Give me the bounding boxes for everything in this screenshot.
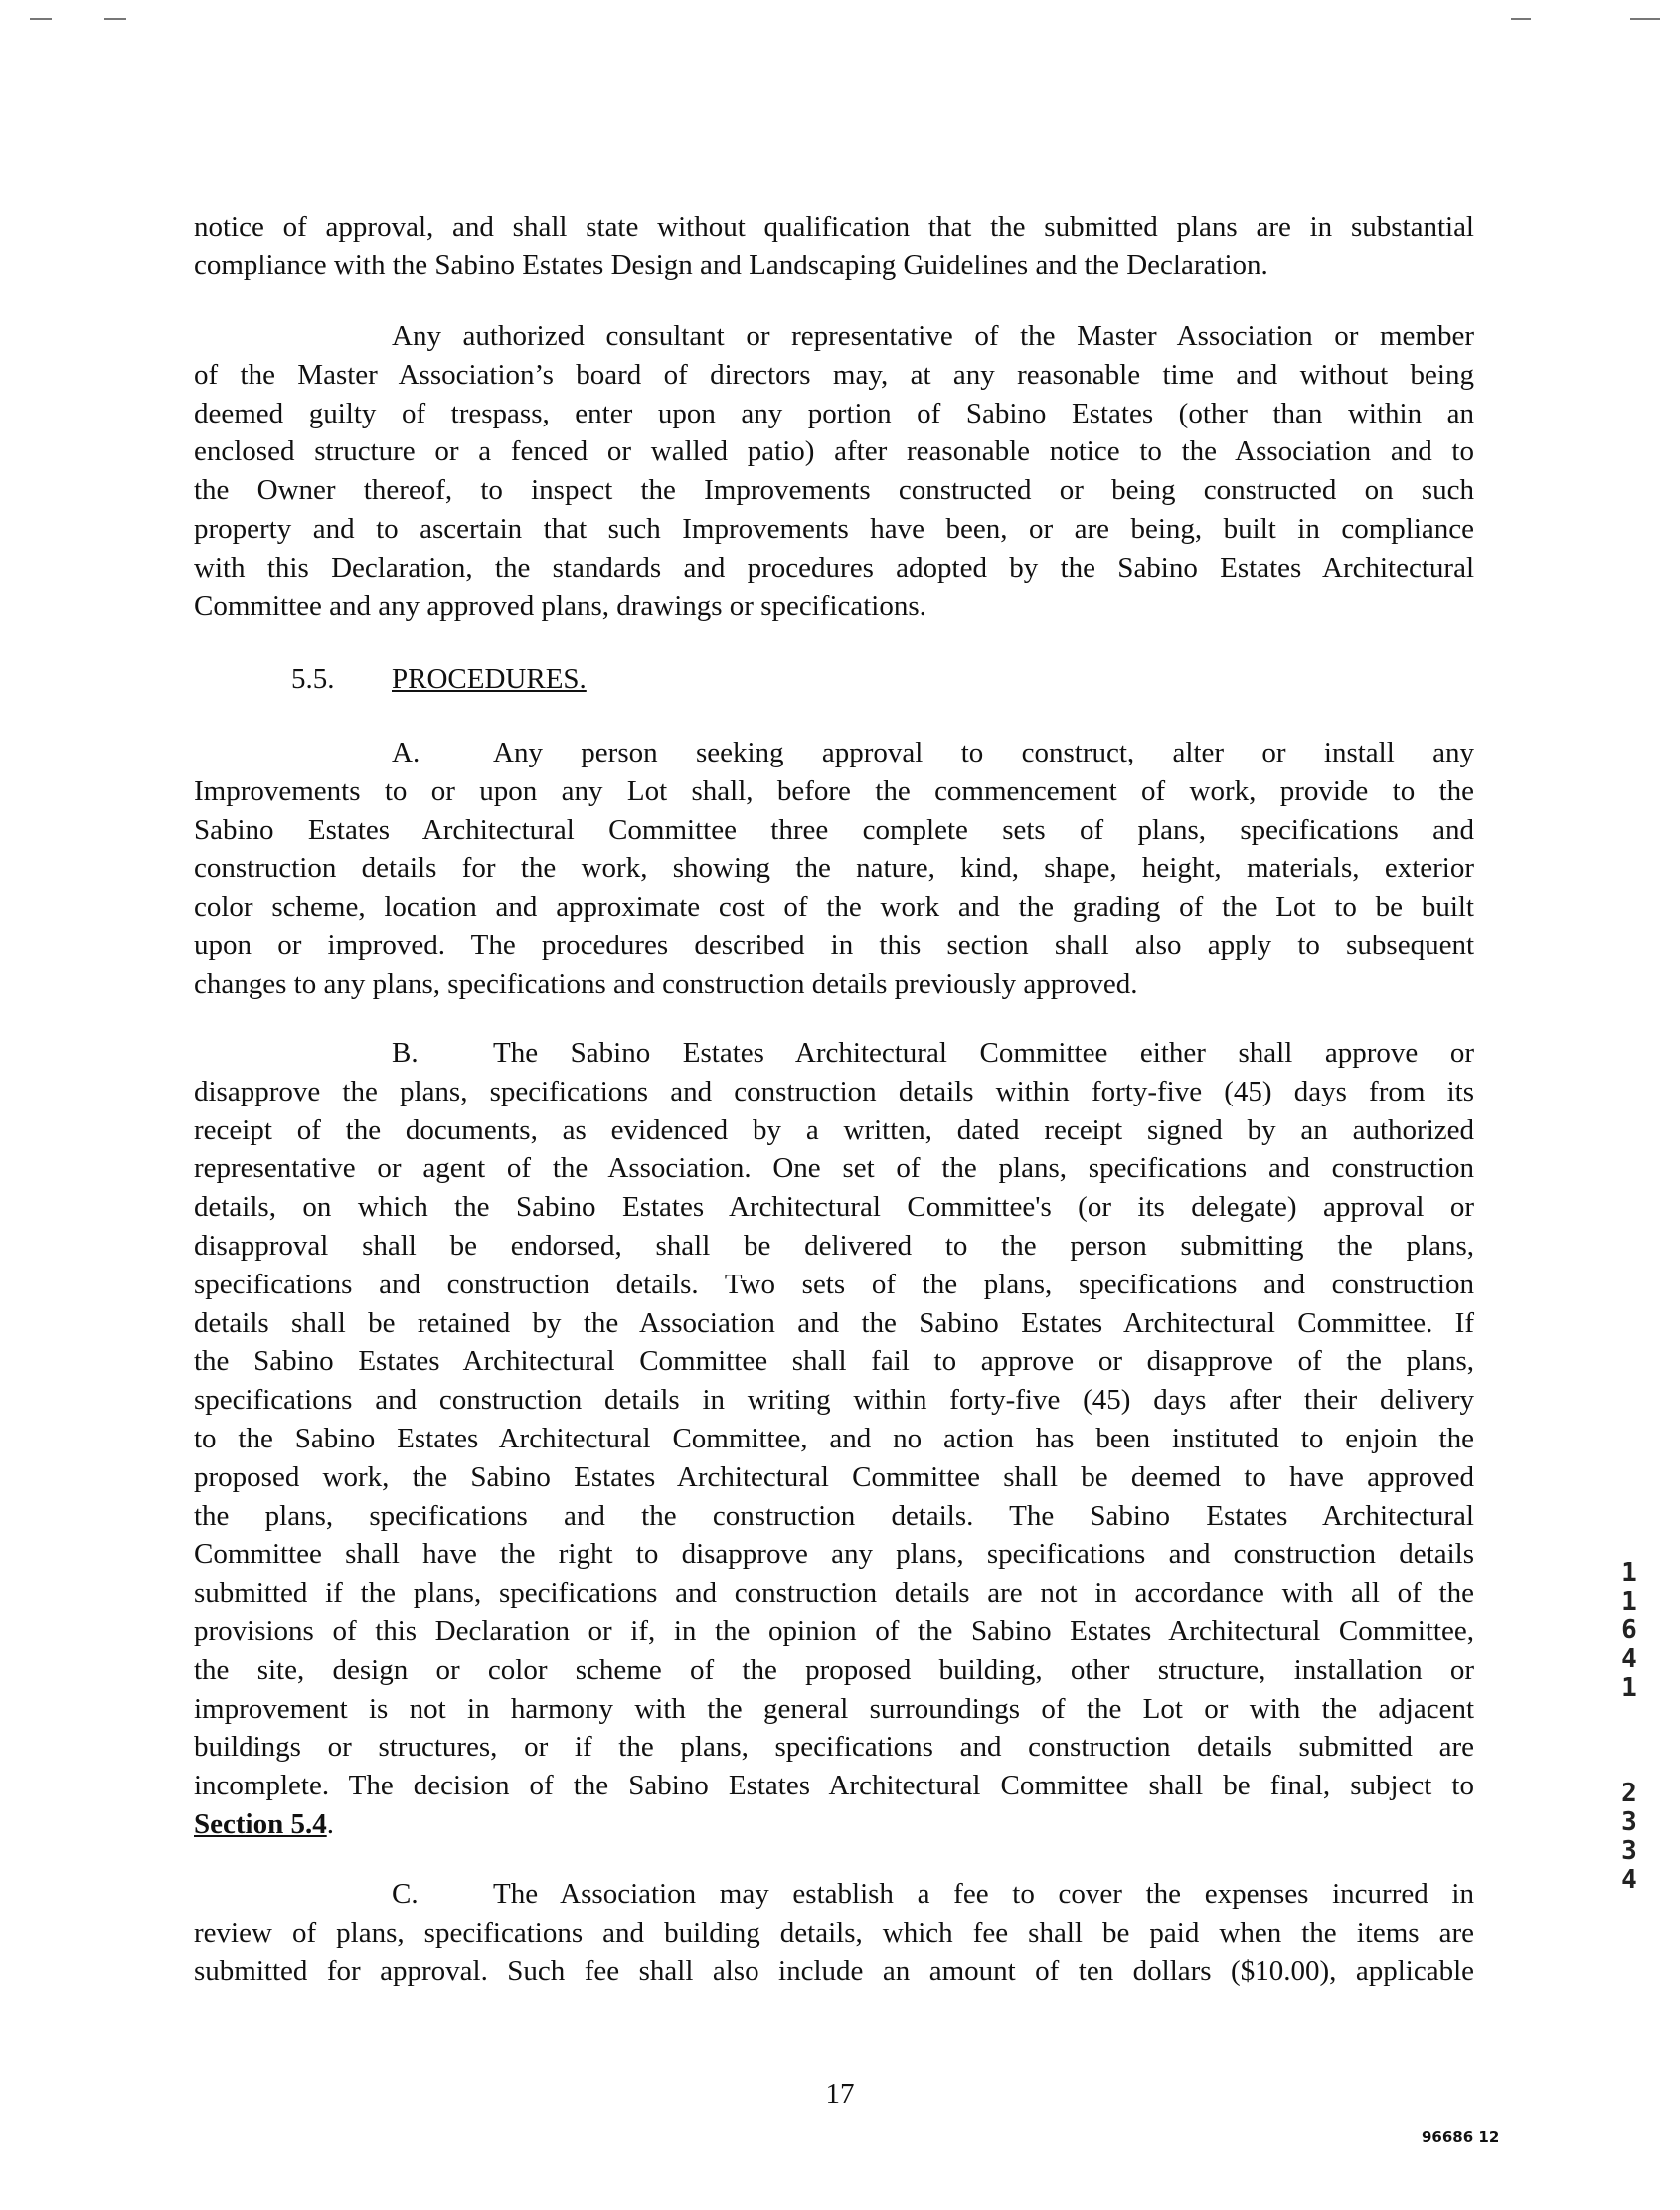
text-line: details, on which the Sabino Estates Architectural Committee's (or its delegate) approval or xyxy=(194,1191,1474,1224)
text-line: changes to any plans, specifications and construction details previously approved. xyxy=(194,967,1138,1000)
text-line: deemed guilty of trespass, enter upon any portion of Sabino Estates (other than within an xyxy=(194,397,1474,429)
text-line: of the Master Association’s board of directors may, at any reasonable time and without being xyxy=(194,358,1474,391)
paragraph-label: B. xyxy=(392,1037,419,1069)
stamp-digit: 2 xyxy=(1621,1779,1637,1808)
scan-mark xyxy=(1511,18,1531,20)
paragraph-approval-notice xyxy=(194,208,1474,285)
text-line: Any authorized consultant or representative of the Master Association or member xyxy=(392,320,1474,352)
text-line: specifications and construction details in writing within forty-five (45) days after their delivery xyxy=(194,1384,1474,1417)
side-stamp-top xyxy=(1618,1559,1640,1703)
text-line: receipt of the documents, as evidenced by a written, dated receipt signed by an authorized xyxy=(194,1113,1474,1146)
stamp-digit: 3 xyxy=(1621,1836,1637,1866)
text-line: submitted if the plans, specifications and construction details are not in accordance with all of the xyxy=(194,1577,1474,1610)
stamp-digit: 6 xyxy=(1621,1615,1637,1645)
text-line: representative or agent of the Association. One set of the plans, specifications and construction xyxy=(194,1152,1474,1185)
text-line: notice of approval, and shall state without qualification that the submitted plans are in substantial xyxy=(194,211,1474,243)
text-line: enclosed structure or a fenced or walled patio) after reasonable notice to the Association and to xyxy=(194,435,1474,468)
text-line: disapprove the plans, specifications and construction details within forty-five (45) days from its xyxy=(194,1075,1474,1107)
text-line: The Sabino Estates Architectural Committee either shall approve or xyxy=(493,1037,1474,1069)
paragraph-label: C. xyxy=(392,1878,419,1910)
paragraph-b xyxy=(194,1034,1474,1805)
text-line: construction details for the work, showing the nature, kind, shape, height, materials, exterior xyxy=(194,852,1474,885)
text-line: Sabino Estates Architectural Committee three complete sets of plans, specifications and xyxy=(194,813,1474,846)
scan-mark xyxy=(1630,18,1660,20)
section-reference-link: Section 5.4 xyxy=(194,1808,327,1840)
text-line: compliance with the Sabino Estates Design and Landscaping Guidelines and the Declaration. xyxy=(194,249,1268,281)
text-line: disapproval shall be endorsed, shall be delivered to the person submitting the plans, xyxy=(194,1229,1474,1262)
text-line: the Owner thereof, to inspect the Improvements constructed or being constructed on such xyxy=(194,474,1474,507)
text-line: color scheme, location and approximate cost of the work and the grading of the Lot to be built xyxy=(194,891,1474,924)
text-line: property and to ascertain that such Improvements have been, or are being, built in compliance xyxy=(194,512,1474,545)
text-line: incomplete. The decision of the Sabino Estates Architectural Committee shall be final, subject to xyxy=(194,1770,1474,1802)
section-title: PROCEDURES. xyxy=(392,663,587,695)
text-line: improvement is not in harmony with the general surroundings of the Lot or with the adjacent xyxy=(194,1692,1474,1725)
stamp-digit: 4 xyxy=(1621,1644,1637,1674)
section-number: 5.5. xyxy=(291,663,335,695)
paragraph-label: A. xyxy=(392,737,420,768)
stamp-digit: 1 xyxy=(1621,1587,1637,1616)
text-line: Committee and any approved plans, drawings or specifications. xyxy=(194,590,926,622)
text-line: Committee shall have the right to disapprove any plans, specifications and construction details xyxy=(194,1538,1474,1571)
side-stamp-bottom xyxy=(1618,1780,1640,1895)
text-line: buildings or structures, or if the plans, specifications and construction details submitted are xyxy=(194,1731,1474,1764)
text-line: proposed work, the Sabino Estates Architectural Committee shall be deemed to have approved xyxy=(194,1460,1474,1493)
text-line: submitted for approval. Such fee shall also include an amount of ten dollars ($10.00), applicable xyxy=(194,1955,1474,1987)
text-line: Any person seeking approval to construct, alter or install any xyxy=(493,737,1474,768)
stamp-digit: 4 xyxy=(1621,1865,1637,1895)
paragraph-a xyxy=(194,734,1474,1004)
paragraph-c xyxy=(194,1875,1474,1990)
text-line: provisions of this Declaration or if, in the opinion of the Sabino Estates Architectural Committee, xyxy=(194,1615,1474,1647)
text-line: details shall be retained by the Association and the Sabino Estates Architectural Committee. If xyxy=(194,1306,1474,1339)
text-line: specifications and construction details. Two sets of the plans, specifications and construction xyxy=(194,1268,1474,1300)
text-line: with this Declaration, the standards and procedures adopted by the Sabino Estates Architectural xyxy=(194,551,1474,584)
text-line: Improvements to or upon any Lot shall, before the commencement of work, provide to the xyxy=(194,774,1474,807)
stamp-digit: 1 xyxy=(1621,1673,1637,1703)
text-line: review of plans, specifications and building details, which fee shall be paid when the items are xyxy=(194,1916,1474,1949)
text-line: to the Sabino Estates Architectural Committee, and no action has been instituted to enjoin the xyxy=(194,1422,1474,1454)
text-line: The Association may establish a fee to cover the expenses incurred in xyxy=(493,1878,1474,1910)
stamp-digit: 1 xyxy=(1621,1558,1637,1588)
scan-mark xyxy=(104,18,126,20)
stamp-digit: 3 xyxy=(1621,1807,1637,1837)
paragraph-b-end xyxy=(194,1805,1474,1844)
text: . xyxy=(326,1808,334,1840)
paragraph-inspection xyxy=(194,317,1474,625)
scan-mark xyxy=(30,18,52,20)
page-number: 17 xyxy=(825,2078,855,2110)
document-id: 96686 12 xyxy=(1422,2128,1500,2146)
text-line: the plans, specifications and the construction details. The Sabino Estates Architectural xyxy=(194,1499,1474,1532)
text-line: the Sabino Estates Architectural Committee shall fail to approve or disapprove of the plans, xyxy=(194,1345,1474,1378)
text-line: upon or improved. The procedures described in this section shall also apply to subsequent xyxy=(194,929,1474,961)
text-line: the site, design or color scheme of the proposed building, other structure, installation or xyxy=(194,1653,1474,1686)
